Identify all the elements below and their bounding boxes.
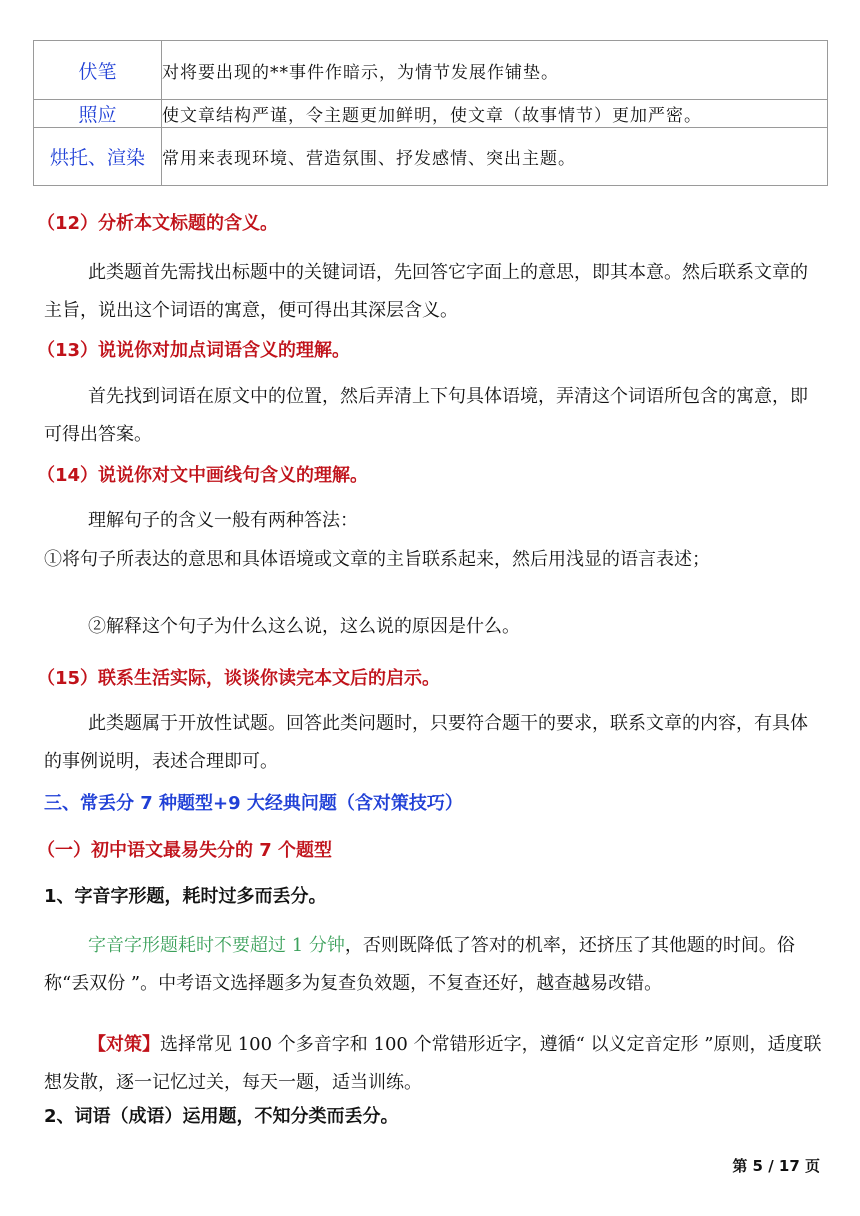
section-3-title: 三、常丢分 7 种题型+9 大经典问题（含对策技巧） [44, 793, 463, 814]
question-14-intro: 理解句子的含义一般有两种答法： [88, 510, 358, 531]
page-number: 第 5 / 17 页 [732, 1157, 820, 1175]
strategy-text: 选择常见 100 个多音字和 100 个常错形近字，遵循“ 以义定音定形 ”原则，适度联想发散，逐一记忆过关，每天一题，适当训练。 [44, 1034, 822, 1093]
term-cell: 照应 [34, 100, 162, 128]
question-14-method-1 [44, 541, 824, 579]
table-row [34, 41, 828, 100]
question-14-title: （14）说说你对文中画线句含义的理解。 [37, 465, 369, 486]
terms-table [33, 40, 828, 186]
item-1-heading: 1、字音字形题，耗时过多而丢分。 [44, 886, 327, 907]
strategy-label: 【对策】 [88, 1034, 160, 1055]
term-cell: 烘托、渲染 [34, 128, 162, 186]
item-1-text: ，否则既降低了答对的机率，还挤压了其他题的时间。俗称“丢双份 ”。中考语文选择题多为复查负效题，不复查还好，越查越易改错。 [44, 935, 795, 994]
item-2-heading: 2、词语（成语）运用题，不知分类而丢分。 [44, 1106, 399, 1127]
subsection-1-title: （一）初中语文最易失分的 7 个题型 [37, 840, 333, 861]
question-14-method-2: ②解释这个句子为什么这么说，这么说的原因是什么。 [88, 616, 520, 637]
definition-cell: 使文章结构严谨，令主题更加鲜明，使文章（故事情节）更加严密。 [162, 100, 828, 128]
item-1-highlight: 字音字形题耗时不要超过 1 分钟 [88, 935, 345, 956]
method-1-text: ①将句子所表达的意思和具体语境或文章的主旨联系起来，然后用浅显的语言表述； [44, 549, 710, 570]
item-1-body [44, 927, 824, 1003]
question-15-answer: 此类题属于开放性试题。回答此类问题时，只要符合题干的要求，联系文章的内容，有具体的事例说明，表述合理即可。 [44, 713, 808, 772]
table-row [34, 128, 828, 186]
definition-cell: 常用来表现环境、营造氛围、抒发感情、突出主题。 [162, 128, 828, 186]
question-12-answer: 此类题首先需找出标题中的关键词语，先回答它字面上的意思，即其本意。然后联系文章的主旨，说出这个词语的寓意，便可得出其深层含义。 [44, 262, 808, 321]
question-13-title: （13）说说你对加点词语含义的理解。 [37, 340, 351, 361]
definition-cell: 对将要出现的**事件作暗示，为情节发展作铺垫。 [162, 41, 828, 100]
question-15-title: （15）联系生活实际，谈谈你读完本文后的启示。 [37, 668, 441, 689]
term-cell: 伏笔 [34, 41, 162, 100]
item-1-strategy [44, 1026, 824, 1102]
question-12-title: （12）分析本文标题的含义。 [37, 213, 279, 234]
table-row [34, 100, 828, 128]
question-13-answer: 首先找到词语在原文中的位置，然后弄清上下句具体语境，弄清这个词语所包含的寓意，即可得出答案。 [44, 386, 808, 445]
